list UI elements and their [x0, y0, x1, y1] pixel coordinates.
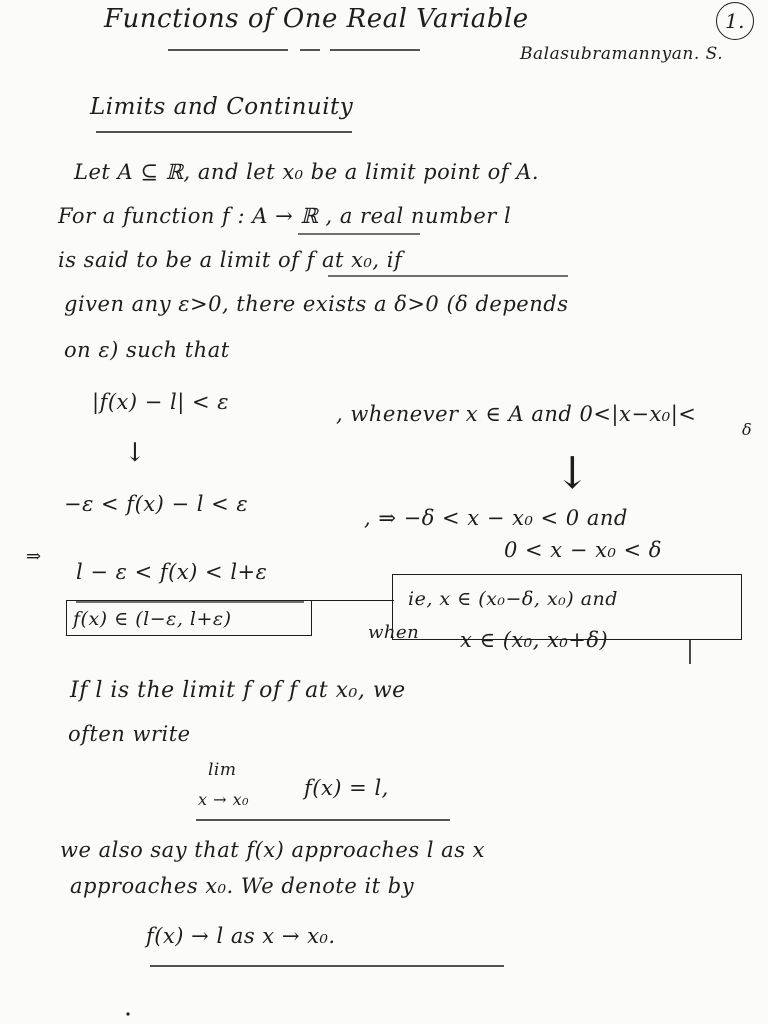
x-in-interval: x ∈ (x₀, x₀+δ) [460, 628, 609, 652]
boxed-interval-result: f(x) ∈ (l−ε, l+ε) [66, 600, 312, 636]
final-notation: f(x) → l as x → x₀. [146, 924, 336, 948]
notation-line-3: we also say that f(x) approaches l as x [60, 838, 486, 862]
notation-line-4: approaches x₀. We denote it by [70, 874, 415, 898]
notation-line-2: often write [68, 722, 191, 746]
notation-line-1: If l is the limit f of f at x₀, we [70, 678, 406, 703]
when-label: when [368, 622, 420, 643]
definition-line-5: on ε) such that [64, 338, 230, 362]
lim-subscript: x → x₀ [198, 790, 250, 809]
page-title: Functions of One Real Variable [104, 4, 529, 34]
down-arrow-icon: ↓ [124, 438, 147, 468]
l-epsilon-inequality: l − ε < f(x) < l+ε [76, 560, 268, 584]
definition-line-2: For a function f : A → ℝ , a real number l [58, 204, 512, 228]
down-arrow-icon: ↓ [554, 448, 592, 499]
section-heading: Limits and Continuity [90, 94, 354, 120]
implies-symbol: ⇒ [26, 546, 42, 567]
definition-line-1: Let A ⊆ ℝ, and let x₀ be a limit point of A. [74, 160, 540, 184]
box-connector [312, 600, 394, 601]
ie-statement: ie, x ∈ (x₀−δ, x₀) and [408, 588, 618, 610]
expanded-inequality: −ε < f(x) − l < ε [64, 492, 249, 516]
lim-word: lim [208, 760, 237, 780]
whenever-clause: , whenever x ∈ A and 0<|x−x₀|< [336, 402, 697, 426]
epsilon-inequality: |f(x) − l| < ε [92, 390, 230, 414]
delta-expansion: , ⇒ −δ < x − x₀ < 0 and [364, 506, 628, 530]
page-number: 1. [716, 2, 754, 40]
delta-expansion-2: 0 < x − x₀ < δ [504, 538, 662, 562]
lim-expression: f(x) = l, [304, 776, 389, 800]
delta-symbol: δ [742, 420, 753, 439]
definition-line-4: given any ε>0, there exists a δ>0 (δ depends [64, 292, 569, 316]
definition-line-3: is said to be a limit of f at x₀, if [58, 248, 403, 272]
author-name: Balasubramannyan. S. [520, 44, 724, 64]
stray-dot [126, 1012, 129, 1015]
